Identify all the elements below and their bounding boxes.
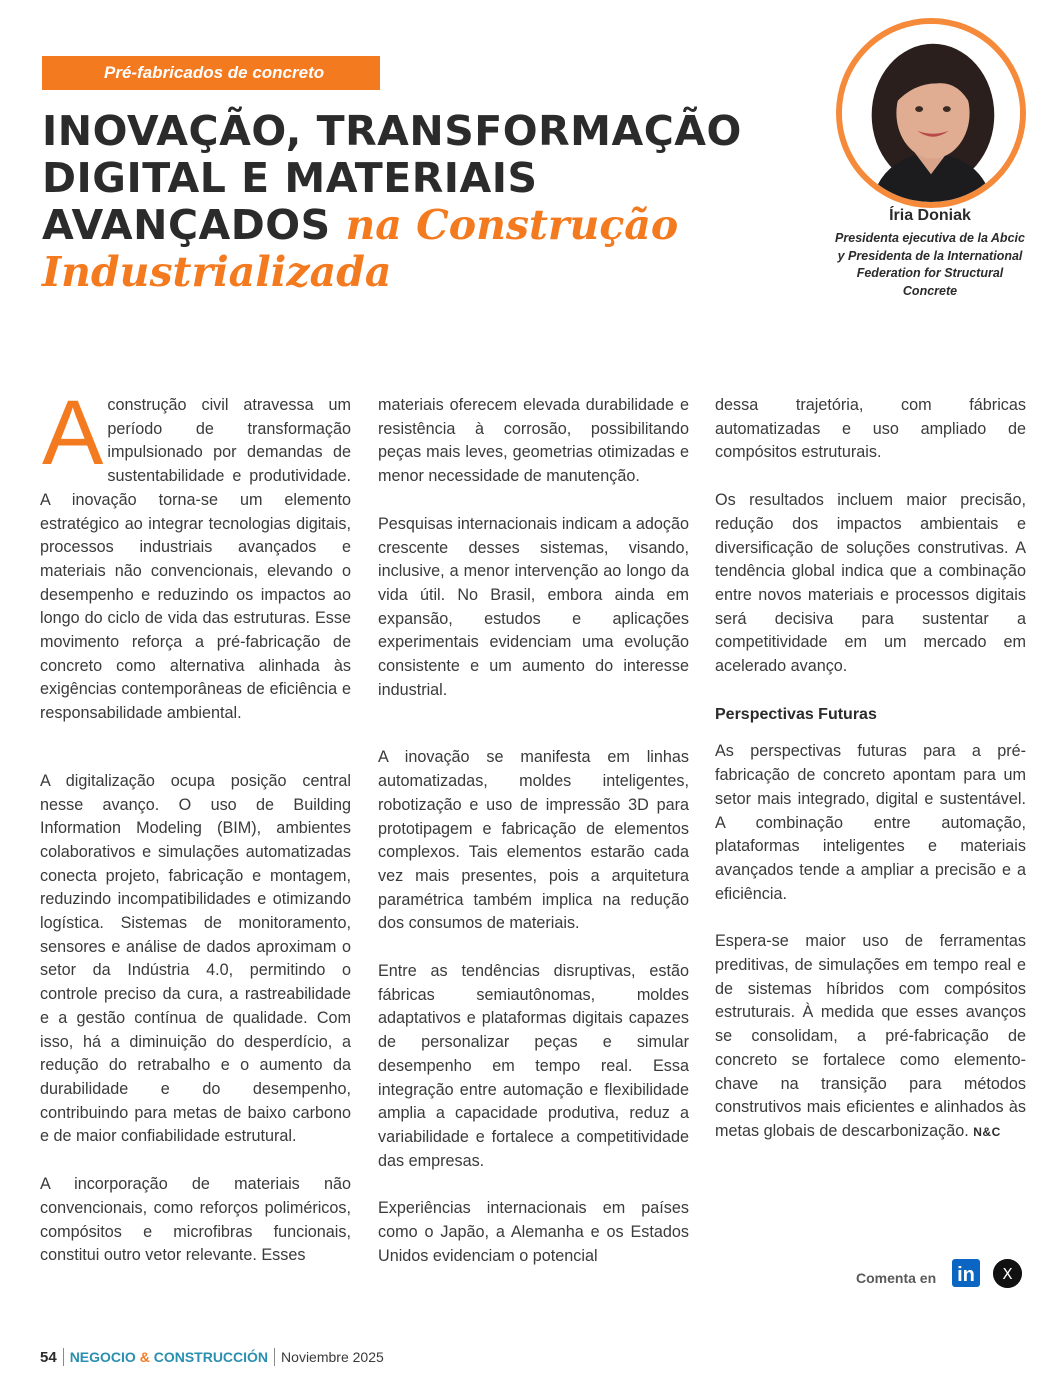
title-line-2: DIGITAL E MATERIAIS [42,154,538,202]
paragraph: materiais oferecem elevada durabilidade e resistência à corrosão, possibilitando peças mais leves, geometrias otimizadas e menor necessidade de manutenção. [378,396,689,486]
x-icon[interactable] [993,1259,1022,1288]
title-line-4-accent: Industrializada [42,248,392,296]
author-photo-illustration [842,24,1020,202]
page-footer [40,1348,384,1366]
linkedin-icon-text: in [957,1264,975,1286]
linkedin-icon[interactable] [952,1259,980,1287]
title-line-1: INOVAÇÃO, TRANSFORMAÇÃO [42,107,742,155]
page-number: 54 [40,1348,57,1366]
drop-cap: A [42,382,104,484]
section-tag: Pré-fabricados de concreto [42,56,380,90]
section-subheading: Perspectivas Futuras [715,705,877,723]
title-line-3 [42,202,742,249]
magazine-name [70,1349,268,1365]
article-column-1 [40,382,351,1268]
title-line-3-main: AVANÇADOS [42,201,346,249]
paragraph: Experiências internacionais em países como o Japão, a Alemanha e os Estados Unidos evidenciam o potencial [378,1199,689,1265]
article-column-2 [378,394,689,1269]
article-column-3 [715,394,1026,1145]
paragraph: dessa trajetória, com fábricas automatizadas e uso ampliado de compósitos estruturais. [715,396,1026,462]
paragraph [715,930,1026,1144]
paragraph: A incorporação de materiais não convencionais, como reforços poliméricos, compósitos e microfibras funcionais, constitui outro vetor relevante. Esses [40,1175,351,1265]
paragraph: Entre as tendências disruptivas, estão fábricas semiautônomas, moldes adaptativos e plataformas digitais capazes de personalizar peças e simular desempenho em tempo real. Essa integração entre automação e flexibilidade amplia a capacidade produtiva, reduz a variabilidade e fortalece a competitividade das empresas. [378,962,689,1170]
article-title [42,108,742,296]
author-name: Íria Doniak [889,207,971,224]
signoff-mark: N&C [973,1124,1001,1139]
paragraph: A digitalização ocupa posição central nesse avanço. O uso de Building Information Modeling (BIM), ambientes colaborativos e simulações automatizadas conecta projeto, fabricação e montagem, reduzindo incompatibilidades e otimizando logística. Sistemas de monitoramento, sensores e análise de dados aproximam o setor da Indústria 4.0, permitindo o controle preciso da cura, a rastreabilidade e a gestão contínua de qualidade. Com isso, há a diminuição do desperdício, a redução do retrabalho e o aumento da durabilidade e do desempenho, contribuindo para metas de baixo carbono e de maior confiabilidade estrutural. [40,771,351,1146]
author-portrait [836,18,1026,208]
x-icon-text: X [1002,1265,1013,1283]
magazine-name-part-2: CONSTRUCCIÓN [153,1349,269,1365]
comment-label: Comenta en [856,1270,937,1286]
footer-divider [63,1348,64,1366]
footer-divider [274,1348,275,1366]
paragraph: A inovação se manifesta em linhas automatizadas, moldes inteligentes, robotização e uso de impressão 3D para prototipagem e fabricação de elementos complexos. Tais elementos estarão cada vez mais presentes, pois a arquitetura paramétrica também implica na redução dos consumos de materiais. [378,748,689,933]
author-role: Presidenta ejecutiva de la Abcic y Presidenta de la International Federation for Structural Concrete [835,231,1025,298]
issue-date: Noviembre 2025 [281,1349,384,1365]
magazine-ampersand: & [135,1349,154,1365]
paragraph [40,382,351,726]
paragraph: Os resultados incluem maior precisão, redução dos impactos ambientais e diversificação de soluções construtivas. A tendência global indica que a combinação entre novos materiais e processos digitais será decisiva para sustentar a competitividade em um mercado em acelerado avanço. [715,491,1026,676]
title-line-3-accent: na Construção [345,201,679,249]
paragraph-text: construção civil atravessa um período de transformação impulsionado por demandas de sustentabilidade e produtividade. A inovação torna-se um elemento estratégico ao integrar tecnologias digitais, processos industriais avançados e materiais não convencionais, elevando o desempenho e reduzindo os impactos ao longo do ciclo de vida das estruturas. Esse movimento reforça a pré-fabricação de concreto como alternativa alinhada às exigências contemporâneas de eficiência e responsabilidade ambiental. [40,396,351,723]
magazine-name-part-1: NEGOCIO [69,1349,136,1365]
paragraph: Pesquisas internacionais indicam a adoção crescente desses sistemas, visando, inclusive, a menor intervenção ao longo da vida útil. No Brasil, embora ainda em expansão, estudos e aplicações experimentais evidenciam uma evolução consistente e um aumento do interesse industrial. [378,514,689,699]
paragraph: As perspectivas futuras para a pré-fabricação de concreto apontam para um setor mais integrado, digital e sustentável. A combinação entre automação, plataformas inteligentes e materiais avançados tende a ampliar a precisão e a eficiência. [715,742,1026,903]
paragraph-text: Espera-se maior uso de ferramentas preditivas, de simulações em tempo real e de sistemas híbridos com compósitos estruturais. À medida que esses avanços se consolidam, a pré-fabricação de concreto se fortalece como elemento-chave na transição para métodos construtivos mais eficientes e alinhados às metas globais de descarbonização. [715,932,1026,1140]
